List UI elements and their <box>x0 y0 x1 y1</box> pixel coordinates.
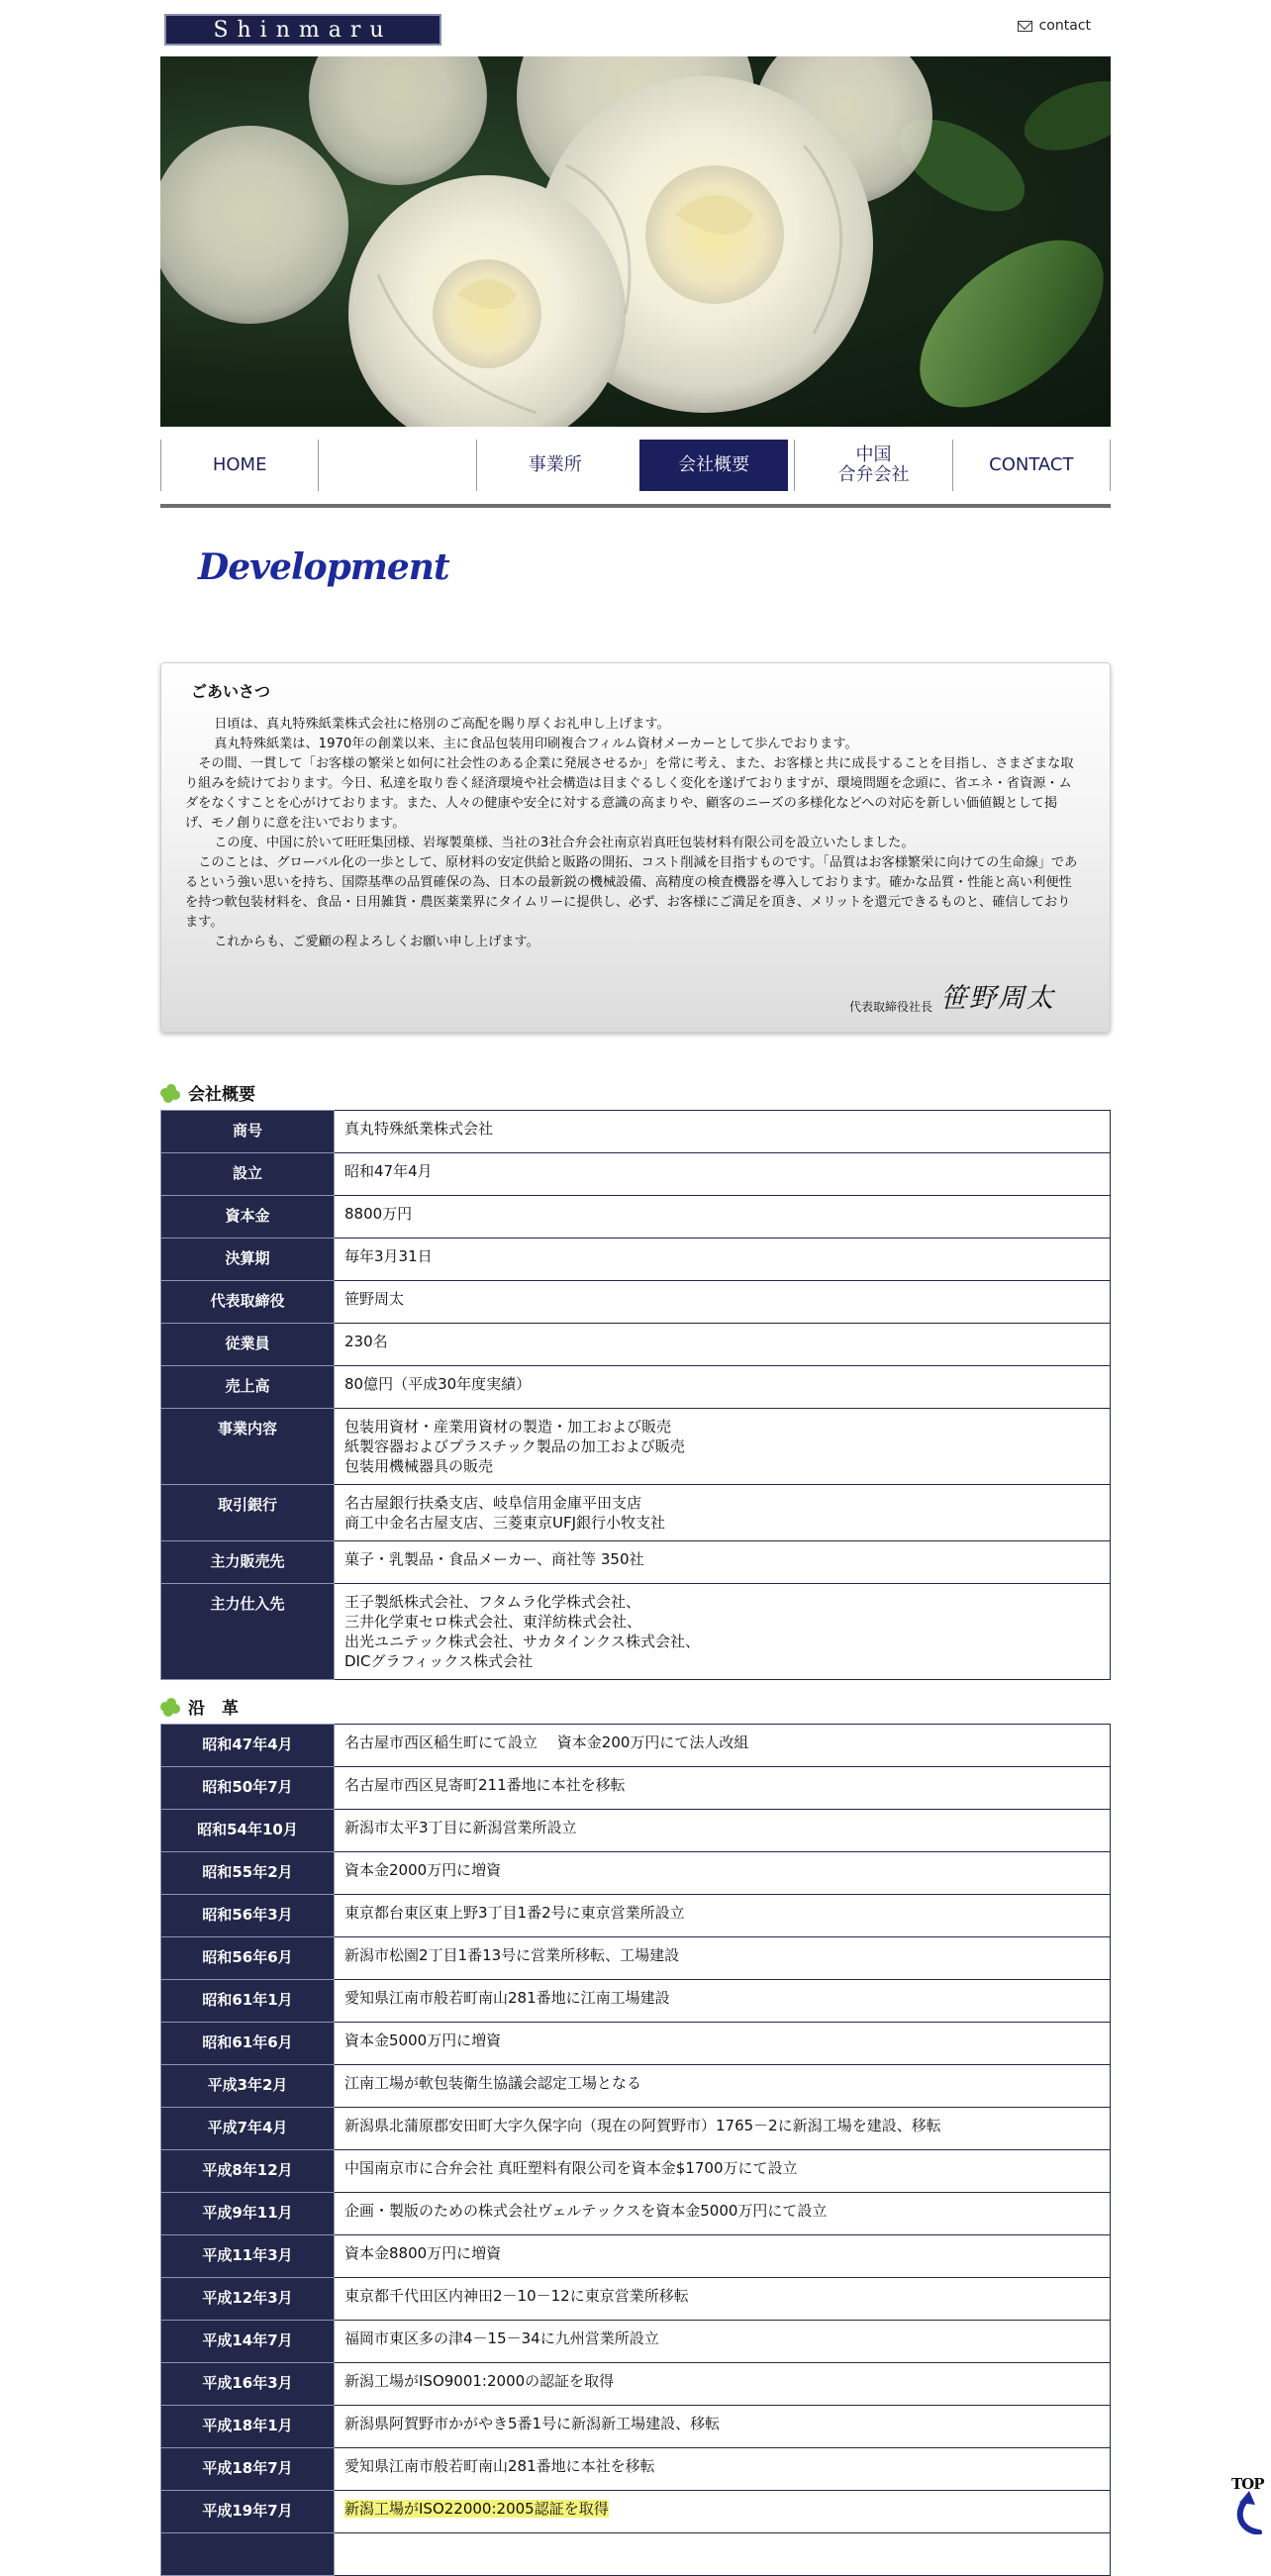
history-event <box>335 2108 1111 2150</box>
history-event-text: 中国南京市に合弁会社 真旺塑料有限公司を資本金$1700万にて設立 <box>344 2159 798 2177</box>
history-date <box>161 2533 335 2576</box>
nav-divider <box>160 504 1111 508</box>
history-date: 昭和56年6月 <box>161 1937 335 1980</box>
history-event-text: 新潟市太平3丁目に新潟営業所設立 <box>344 1819 577 1836</box>
history-event <box>335 2235 1111 2278</box>
history-event-text: 名古屋市西区見寄町211番地に本社を移転 <box>344 1776 626 1794</box>
rose-illustration <box>160 56 1111 427</box>
greeting-paragraph: このことは、グローバル化の一歩として、原材料の安定供給と販路の開拓、コスト削減を目指すものです。「品質はお客様繁栄に向けての生命線」であるという強い思いを持ち、国際基準の品質確保の為、日本の最新鋭の機械設備、高精度の検査機器を導入しております。確かな品質・性能と高い利便性を持つ軟包装材料を、食品・日用雑貨・農医薬業界にタイムリーに提供し、必ず、お客様にご満足を頂き、メリットを還元できるものと、確信しております。 <box>185 855 1078 930</box>
table-row <box>161 2278 1111 2321</box>
history-event <box>335 1810 1111 1852</box>
history-event <box>335 2533 1111 2576</box>
table-row <box>161 1852 1111 1895</box>
row-label: 資本金 <box>161 1196 335 1238</box>
history-event <box>335 2406 1111 2448</box>
row-label: 売上高 <box>161 1366 335 1409</box>
history-date: 昭和61年6月 <box>161 2023 335 2065</box>
nav-blank[interactable] <box>318 440 475 491</box>
history-event-text: 愛知県江南市般若町南山281番地に本社を移転 <box>344 2457 655 2475</box>
row-label: 取引銀行 <box>161 1485 335 1541</box>
table-row <box>161 1485 1111 1541</box>
row-value: 名古屋銀行扶桑支店、岐阜信用金庫平田支店 商工中金名古屋支店、三菱東京UFJ銀行小牧支社 <box>335 1485 1111 1541</box>
row-label: 事業内容 <box>161 1409 335 1485</box>
history-event <box>335 2023 1111 2065</box>
history-event-text: 福岡市東区多の津4－15－34に九州営業所設立 <box>344 2329 659 2347</box>
history-event-text: 企画・製版のための株式会社ヴェルテックスを資本金5000万円にて設立 <box>344 2202 828 2220</box>
signature-role: 代表取締役社長 <box>848 1000 932 1014</box>
table-row <box>161 2448 1111 2491</box>
overview-table <box>160 1110 1111 1680</box>
table-row <box>161 1767 1111 1810</box>
row-value: 王子製紙株式会社、フタムラ化学株式会社、 三井化学東セロ株式会社、東洋紡株式会社、 出光ユニテック株式会社、サカタインクス株式会社、 DICグラフィックス株式会社 <box>335 1584 1111 1680</box>
table-row <box>161 2406 1111 2448</box>
greeting-paragraph: 真丸特殊紙業は、1970年の創業以来、主に食品包装用印刷複合フィルム資材メーカーとして歩んでおります。 <box>214 737 858 751</box>
table-row <box>161 1153 1111 1196</box>
history-date: 昭和55年2月 <box>161 1852 335 1895</box>
history-date: 平成16年3月 <box>161 2363 335 2406</box>
hero-image-roses <box>160 56 1111 427</box>
overview-heading <box>160 1080 255 1105</box>
greeting-body <box>185 715 1082 952</box>
history-date: 平成19年7月 <box>161 2491 335 2533</box>
greeting-paragraph: この度、中国に於いて旺旺集団様、岩塚製菓様、当社の3社合弁会社南京岩真旺包装材料有限公司を設立いたしました。 <box>214 836 915 850</box>
history-event-text: 愛知県江南市般若町南山281番地に江南工場建設 <box>344 1989 670 2007</box>
table-row <box>161 2108 1111 2150</box>
greeting-paragraph: 日頃は、真丸特殊紙業株式会社に格別のご高配を賜り厚くお礼申し上げます。 <box>214 717 670 732</box>
row-value: 菓子・乳製品・食品メーカー、商社等 350社 <box>335 1541 1111 1584</box>
table-row <box>161 1196 1111 1238</box>
history-event-text: 新潟県阿賀野市かがやき5番1号に新潟新工場建設、移転 <box>344 2415 721 2432</box>
history-event <box>335 2363 1111 2406</box>
table-row <box>161 1238 1111 1281</box>
main-nav <box>160 440 1111 491</box>
nav-china-joint-venture-label: 中国 合弁会社 <box>837 445 910 485</box>
table-row <box>161 1111 1111 1153</box>
table-row <box>161 1541 1111 1584</box>
history-event <box>335 2491 1111 2533</box>
nav-company-overview[interactable]: 会社概要 <box>639 440 788 491</box>
signature <box>849 976 1055 1015</box>
greeting-box <box>160 662 1111 1033</box>
greeting-paragraph: その間、一貫して「お客様の繁栄と如何に社会性のある企業に発展させるか」を常に考え、また、お客様と共に成長することを目指し、さまざまな取り組みを続けております。今日、私達を取り巻く経済環境や社会構造は目まぐるしく変化を遂げておりますが、環境問題を念頭に、省エネ・省資源・ムダをなくすことを心がけております。また、人々の健康や安全に対する意識の高まりや、顧客のニーズの多様化などへの対応を新しい価値観として掲げ、モノ創りに意を注いでおります。 <box>185 756 1074 831</box>
mail-icon <box>1018 21 1032 32</box>
row-label: 設立 <box>161 1153 335 1196</box>
history-event <box>335 2065 1111 2108</box>
history-event-text: 名古屋市西区稲生町にて設立 資本金200万円にて法人改組 <box>344 1734 749 1751</box>
table-row <box>161 2023 1111 2065</box>
table-row <box>161 1937 1111 1980</box>
table-row <box>161 1810 1111 1852</box>
row-value: 笹野周太 <box>335 1281 1111 1324</box>
row-label: 主力仕入先 <box>161 1584 335 1680</box>
back-to-top-button[interactable] <box>1229 2475 1269 2534</box>
history-event <box>335 1725 1111 1767</box>
row-value: 230名 <box>335 1324 1111 1366</box>
history-date: 昭和61年1月 <box>161 1980 335 2023</box>
table-row <box>161 2491 1111 2533</box>
history-event <box>335 2193 1111 2235</box>
row-label: 従業員 <box>161 1324 335 1366</box>
row-label: 商号 <box>161 1111 335 1153</box>
history-event <box>335 1980 1111 2023</box>
history-event-text: 資本金8800万円に増資 <box>344 2244 502 2262</box>
history-date: 平成14年7月 <box>161 2321 335 2363</box>
page-heading: Development <box>198 546 449 588</box>
nav-contact[interactable]: CONTACT <box>952 440 1111 491</box>
history-event-text: 資本金2000万円に増資 <box>344 1861 502 1879</box>
row-label: 決算期 <box>161 1238 335 1281</box>
row-value: 8800万円 <box>335 1196 1111 1238</box>
history-event-text: 資本金5000万円に増資 <box>344 2031 502 2049</box>
table-row <box>161 1725 1111 1767</box>
history-date: 平成8年12月 <box>161 2150 335 2193</box>
history-date: 昭和56年3月 <box>161 1895 335 1937</box>
greeting-paragraph: これからも、ご愛顧の程よろしくお願い申し上げます。 <box>214 935 539 949</box>
signature-name: 笹野周太 <box>940 983 1055 1014</box>
history-event <box>335 2321 1111 2363</box>
history-event-text: 江南工場が軟包装衛生協議会認定工場となる <box>344 2074 642 2092</box>
history-date: 平成9年11月 <box>161 2193 335 2235</box>
row-value: 真丸特殊紙業株式会社 <box>335 1111 1111 1153</box>
history-heading <box>160 1694 239 1719</box>
row-value: 昭和47年4月 <box>335 1153 1111 1196</box>
table-row <box>161 1584 1111 1680</box>
history-event-text: 新潟工場がISO9001:2000の認証を取得 <box>344 2372 615 2390</box>
table-row <box>161 1895 1111 1937</box>
row-value: 毎年3月31日 <box>335 1238 1111 1281</box>
clover-icon <box>160 1084 180 1102</box>
history-event-text: 新潟工場がISO22000:2005認証を取得 <box>344 2500 609 2518</box>
history-event <box>335 2278 1111 2321</box>
table-row <box>161 1366 1111 1409</box>
history-event <box>335 1937 1111 1980</box>
history-table <box>160 1724 1111 2576</box>
row-label: 主力販売先 <box>161 1541 335 1584</box>
history-date: 昭和54年10月 <box>161 1810 335 1852</box>
greeting-title: ごあいさつ <box>191 682 271 701</box>
history-event-text: 東京都台東区東上野3丁目1番2号に東京営業所設立 <box>344 1904 685 1922</box>
history-date: 平成12年3月 <box>161 2278 335 2321</box>
table-row <box>161 2193 1111 2235</box>
row-label: 代表取締役 <box>161 1281 335 1324</box>
clover-icon <box>160 1698 180 1716</box>
row-value: 包装用資材・産業用資材の製造・加工および販売 紙製容器およびプラスチック製品の加工および販売 包装用機械器具の販売 <box>335 1409 1111 1485</box>
history-event-text: 新潟市松園2丁目1番13号に営業所移転、工場建設 <box>344 1946 680 1964</box>
history-event-text: 新潟県北蒲原郡安田町大字久保字向（現在の阿賀野市）1765－2に新潟工場を建設、移転 <box>344 2117 941 2134</box>
table-row <box>161 2321 1111 2363</box>
history-event <box>335 1852 1111 1895</box>
contact-link[interactable] <box>1018 18 1091 34</box>
contact-link-label: contact <box>1038 18 1091 34</box>
history-event-text: 東京都千代田区内神田2－10－12に東京営業所移転 <box>344 2287 689 2305</box>
table-row <box>161 2363 1111 2406</box>
nav-home[interactable]: HOME <box>160 440 318 491</box>
history-title: 沿 革 <box>188 1699 239 1719</box>
table-row <box>161 2065 1111 2108</box>
table-row <box>161 1409 1111 1485</box>
history-event <box>335 2448 1111 2491</box>
history-event <box>335 1895 1111 1937</box>
nav-offices[interactable]: 事業所 <box>476 440 634 491</box>
table-row <box>161 1324 1111 1366</box>
history-date: 平成3年2月 <box>161 2065 335 2108</box>
table-row <box>161 2150 1111 2193</box>
table-row <box>161 1281 1111 1324</box>
table-row <box>161 1980 1111 2023</box>
table-row <box>161 2235 1111 2278</box>
history-event <box>335 2150 1111 2193</box>
history-event <box>335 1767 1111 1810</box>
history-date: 平成18年1月 <box>161 2406 335 2448</box>
site-logo[interactable]: Shinmaru <box>164 14 441 46</box>
history-date: 平成11年3月 <box>161 2235 335 2278</box>
back-to-top-label: TOP <box>1231 2475 1264 2493</box>
row-value: 80億円（平成30年度実績） <box>335 1366 1111 1409</box>
table-row <box>161 2533 1111 2576</box>
nav-china-joint-venture[interactable] <box>794 440 951 491</box>
history-date: 昭和47年4月 <box>161 1725 335 1767</box>
overview-title: 会社概要 <box>188 1085 255 1105</box>
history-date: 平成18年7月 <box>161 2448 335 2491</box>
history-date: 昭和50年7月 <box>161 1767 335 1810</box>
history-date: 平成7年4月 <box>161 2108 335 2150</box>
